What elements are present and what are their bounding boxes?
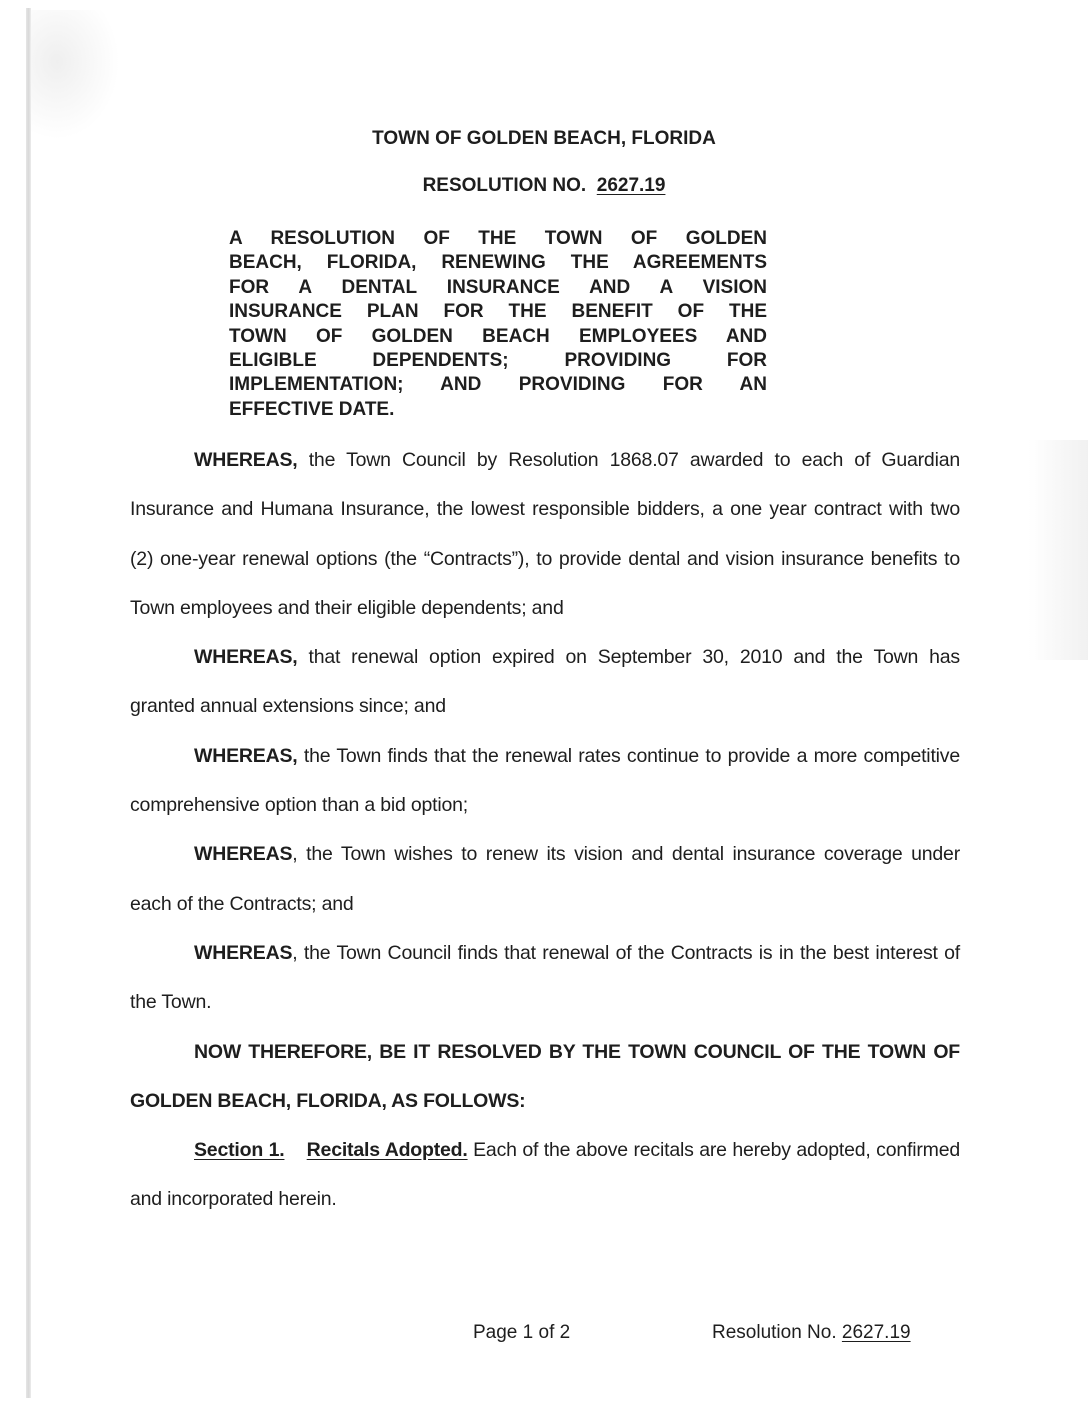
section-number: Section 1. [194, 1139, 285, 1162]
caption-line: BEACH, FLORIDA, RENEWING THE AGREEMENTS [229, 252, 767, 274]
scan-shadow [30, 10, 120, 140]
scan-shadow-right [1028, 440, 1088, 660]
recital-lead: WHEREAS, [194, 646, 298, 669]
document-heading: TOWN OF GOLDEN BEACH, FLORIDA [372, 128, 716, 149]
recital-text: the Town Council by Resolution 1868.07 awarded to each of Guardian Insurance and Humana Insurance, the lowest responsible bidders, a one year contract with two (2) one-year renewal options (the “Contracts”), to provide dental and vision insurance benefits to Town employees and their eligible dependents; and [130, 449, 960, 619]
footer-resolution-number: 2627.19 [841, 1322, 911, 1343]
recital-text: , the Town Council finds that renewal of the Contracts is in the best interest of the Town. [130, 941, 960, 1014]
section-text: Each of the above recitals are hereby adopted, confirmed and incorporated herein. [130, 1139, 960, 1211]
page-number: Page 1 of 2 [473, 1322, 571, 1343]
recital-lead: WHEREAS [194, 941, 293, 964]
recital-lead: WHEREAS [194, 843, 293, 866]
recital-lead: WHEREAS, [194, 449, 298, 471]
recital-paragraph [130, 436, 960, 633]
resolved-clause: NOW THEREFORE, BE IT RESOLVED BY THE TOWN COUNCIL OF THE TOWN OF GOLDEN BEACH, FLORIDA, AS FOLLOWS: [130, 1040, 960, 1112]
section-title: Recitals Adopted. [306, 1139, 468, 1162]
caption-line: EFFECTIVE DATE. [229, 398, 395, 420]
caption-line: A RESOLUTION OF THE TOWN OF GOLDEN [229, 228, 767, 249]
recital-paragraph [130, 830, 960, 929]
document-body [130, 436, 960, 1225]
caption-line: IMPLEMENTATION; AND PROVIDING FOR AN [229, 374, 767, 396]
caption-line: FOR A DENTAL INSURANCE AND A VISION [229, 276, 767, 298]
scan-binding-edge [26, 8, 31, 1398]
resolution-caption [229, 227, 767, 422]
recital-paragraph [130, 929, 960, 1028]
recital-paragraph [130, 633, 960, 732]
resolution-label: RESOLUTION NO. [422, 175, 587, 196]
recital-paragraph [130, 732, 960, 831]
footer-resolution-label: Resolution No. [712, 1322, 837, 1343]
recital-text: , the Town wishes to renew its vision and dental insurance coverage under each of the Contracts; and [130, 843, 960, 915]
recital-text: that renewal option expired on September 30, 2010 and the Town has granted annual extensions since; and [130, 646, 960, 718]
recital-text: the Town finds that the renewal rates continue to provide a more competitive comprehensive option than a bid option; [130, 744, 960, 817]
section-1 [130, 1126, 960, 1225]
caption-line: TOWN OF GOLDEN BEACH EMPLOYEES AND [229, 325, 767, 347]
resolution-number: 2627.19 [596, 175, 666, 196]
caption-line: INSURANCE PLAN FOR THE BENEFIT OF THE [229, 301, 767, 323]
caption-line: ELIGIBLE DEPENDENTS; PROVIDING FOR [229, 350, 767, 372]
footer-resolution [712, 1322, 911, 1344]
recital-lead: WHEREAS, [194, 744, 298, 767]
resolution-number-heading [0, 175, 1088, 197]
